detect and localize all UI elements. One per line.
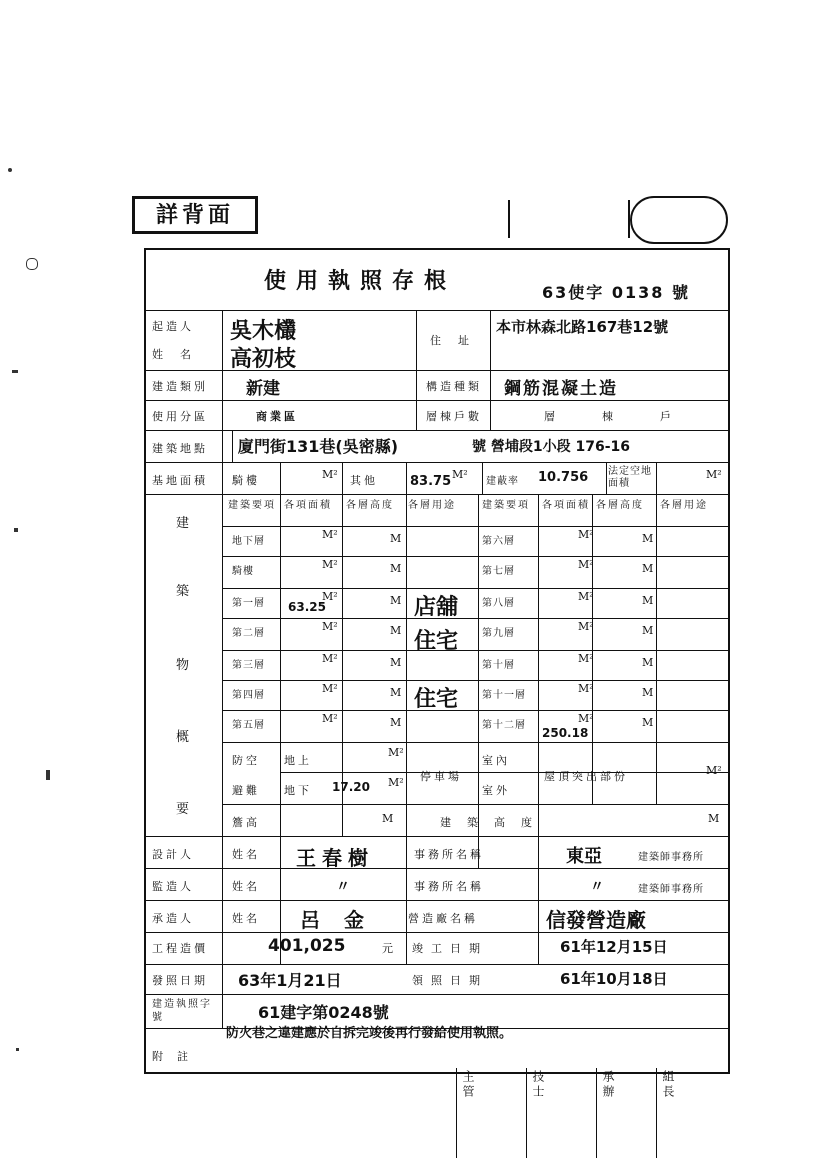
left-floor-label: 騎樓 bbox=[232, 566, 254, 577]
supervisor-office-note: 建築師事務所 bbox=[638, 884, 704, 895]
side-label: 建 bbox=[176, 516, 193, 531]
designer-name-label: 姓名 bbox=[232, 848, 260, 861]
right-floor-height-unit: M bbox=[642, 594, 654, 607]
right-floor-area-unit: M² bbox=[578, 620, 594, 633]
cost-value: 401,025 bbox=[268, 936, 346, 956]
completion-value: 61年12月15日 bbox=[560, 938, 668, 956]
permit-number: 63使字 0138 號 bbox=[542, 283, 690, 302]
side-label: 概 bbox=[176, 730, 193, 745]
left-floor-area-unit: M² bbox=[322, 652, 338, 665]
address-label: 住 址 bbox=[430, 334, 472, 347]
legal-space-unit: M² bbox=[706, 468, 722, 481]
right-floor-height-unit: M bbox=[642, 532, 654, 545]
applicant-name-1: 吳木欉 bbox=[230, 319, 297, 344]
column-header: 各層用途 bbox=[660, 500, 708, 511]
left-floor-area-unit: M² bbox=[322, 558, 338, 571]
left-floor-label: 第一層 bbox=[232, 598, 265, 609]
building-area-value: 10.756 bbox=[538, 470, 589, 485]
height-unit: M bbox=[708, 812, 720, 825]
contractor-label: 承造人 bbox=[152, 912, 194, 925]
signoff-label: 技士 bbox=[531, 1070, 545, 1100]
right-floor-height-unit: M bbox=[642, 686, 654, 699]
signoff-area bbox=[456, 1068, 718, 1164]
receive-value: 61年10月18日 bbox=[560, 970, 668, 988]
margin-speck bbox=[46, 770, 50, 780]
designer-value: 王春樹 bbox=[296, 846, 374, 870]
company-label: 營造廠名稱 bbox=[408, 912, 478, 925]
outdoor-label: 室外 bbox=[482, 784, 510, 797]
completion-label: 竣工日期 bbox=[412, 942, 488, 955]
cost-label: 工程造價 bbox=[152, 942, 208, 955]
contractor-value: 呂金 bbox=[300, 908, 388, 932]
floor-use-3: 住宅 bbox=[414, 687, 459, 712]
right-floor-area-unit: M² bbox=[578, 712, 594, 725]
designer-office-note: 建築師事務所 bbox=[638, 852, 704, 863]
address-value: 本市林森北路167巷12號 bbox=[496, 318, 669, 336]
right-floor-label: 第八層 bbox=[482, 598, 515, 609]
below-value: 17.20 bbox=[332, 780, 370, 794]
left-floor-area-unit: M² bbox=[322, 528, 338, 541]
side-label: 要 bbox=[176, 802, 193, 817]
receive-label: 領照日期 bbox=[412, 974, 488, 987]
above-label: 地上 bbox=[284, 754, 312, 767]
supervisor-office-label: 事務所名稱 bbox=[414, 880, 484, 893]
right-floor-height-unit: M bbox=[642, 716, 654, 729]
right-last-area: 250.18 bbox=[542, 726, 589, 740]
left-floor-height-unit: M bbox=[390, 594, 402, 607]
right-floor-label: 第六層 bbox=[482, 536, 515, 547]
column-header: 各項面積 bbox=[284, 500, 332, 511]
parking-label: 停車場 bbox=[420, 770, 462, 783]
contractor-name-label: 姓名 bbox=[232, 912, 260, 925]
issue-value: 63年1月21日 bbox=[238, 971, 342, 990]
margin-speck bbox=[8, 168, 12, 172]
issue-label: 發照日期 bbox=[152, 974, 208, 987]
left-floor-area-unit: M² bbox=[322, 712, 338, 725]
first-floor-area: 63.25 bbox=[288, 600, 326, 614]
signoff-label: 承辦 bbox=[601, 1070, 615, 1100]
archive-seal bbox=[508, 196, 726, 242]
margin-handwriting bbox=[744, 290, 792, 1110]
column-header: 建築要項 bbox=[228, 500, 276, 511]
zone-value: 商業區 bbox=[256, 410, 298, 423]
site-label: 建築地點 bbox=[152, 442, 208, 455]
left-floor-height-unit: M bbox=[390, 716, 402, 729]
remarks-value: 防火巷之違建應於自拆完竣後再行發給使用執照。 bbox=[226, 1026, 513, 1041]
right-floor-label: 第七層 bbox=[482, 566, 515, 577]
shelter-label: 防空 bbox=[232, 754, 260, 767]
left-floor-label: 地下層 bbox=[232, 536, 265, 547]
column-header: 各層高度 bbox=[596, 500, 644, 511]
left-floor-area-unit: M² bbox=[322, 590, 338, 603]
permit-sheet bbox=[144, 248, 730, 1074]
page-title: 使用執照存根 bbox=[264, 268, 457, 294]
left-floor-label: 第五層 bbox=[232, 720, 265, 731]
designer-office: 東亞 bbox=[566, 846, 602, 867]
indoor-label: 室內 bbox=[482, 754, 510, 767]
left-floor-label: 第三層 bbox=[232, 660, 265, 671]
permit-label: 建造執照字號 bbox=[152, 999, 212, 1023]
other-unit: M² bbox=[452, 468, 468, 481]
designer-label: 設計人 bbox=[152, 848, 194, 861]
remarks-label: 附註 bbox=[152, 1050, 202, 1063]
supervisor-label: 監造人 bbox=[152, 880, 194, 893]
column-header: 建築要項 bbox=[482, 500, 530, 511]
right-floor-area-unit: M² bbox=[578, 590, 594, 603]
column-header: 各層用途 bbox=[408, 500, 456, 511]
side-label: 物 bbox=[176, 658, 193, 673]
applicant-name-label: 姓 名 bbox=[152, 348, 194, 361]
cost-unit: 元 bbox=[382, 942, 396, 955]
left-floor-label: 第四層 bbox=[232, 690, 265, 701]
legal-space-label: 法定空地面積 bbox=[608, 466, 652, 489]
left-floor-label: 第二層 bbox=[232, 628, 265, 639]
right-floor-area-unit: M² bbox=[578, 558, 594, 571]
supervisor-name-label: 姓名 bbox=[232, 880, 260, 893]
zone-label: 使用分區 bbox=[152, 410, 208, 423]
right-floor-label: 第九層 bbox=[482, 628, 515, 639]
other-value: 83.75 bbox=[410, 474, 452, 489]
arcade-unit: M² bbox=[322, 468, 338, 481]
roof-unit: M² bbox=[706, 764, 722, 777]
right-floor-height-unit: M bbox=[642, 656, 654, 669]
construction-type-value: 新建 bbox=[246, 379, 280, 399]
right-floor-area-unit: M² bbox=[578, 682, 594, 695]
left-floor-height-unit: M bbox=[390, 656, 402, 669]
evac-label: 避難 bbox=[232, 784, 260, 797]
left-floor-height-unit: M bbox=[390, 532, 402, 545]
structure-value: 鋼筋混凝土造 bbox=[504, 379, 618, 399]
arcade-label: 騎樓 bbox=[232, 474, 260, 487]
structure-label: 構造種類 bbox=[426, 380, 482, 393]
eaves-label: 簷高 bbox=[232, 816, 260, 829]
floors-label: 層棟戶數 bbox=[426, 410, 482, 423]
right-floor-label: 第十二層 bbox=[482, 720, 526, 731]
margin-speck bbox=[14, 528, 18, 532]
below-unit: M² bbox=[388, 776, 404, 789]
margin-speck bbox=[12, 370, 18, 373]
roof-label: 屋頂突出部份 bbox=[544, 770, 628, 783]
company-value: 信發營造廠 bbox=[546, 908, 646, 932]
building-area-label: 建蔽率 bbox=[486, 476, 519, 487]
side-label: 築 bbox=[176, 584, 193, 599]
floor-use-2: 住宅 bbox=[414, 629, 459, 654]
site-extra: 號 營埔段1小段 176-16 bbox=[472, 439, 631, 455]
signoff-label: 組長 bbox=[661, 1070, 675, 1100]
right-floor-area-unit: M² bbox=[578, 652, 594, 665]
designer-office-label: 事務所名稱 bbox=[414, 848, 484, 861]
column-header: 各項面積 bbox=[542, 500, 590, 511]
construction-type-label: 建造類別 bbox=[152, 380, 208, 393]
right-floor-area-unit: M² bbox=[578, 528, 594, 541]
eaves-unit: M bbox=[382, 812, 394, 825]
above-unit: M² bbox=[388, 746, 404, 759]
right-floor-height-unit: M bbox=[642, 624, 654, 637]
supervisor-office: 〃 bbox=[590, 879, 604, 895]
left-floor-area-unit: M² bbox=[322, 682, 338, 695]
left-floor-height-unit: M bbox=[390, 624, 402, 637]
signoff-label: 主管 bbox=[461, 1070, 475, 1100]
permit-value: 61建字第0248號 bbox=[258, 1003, 389, 1022]
below-label: 地下 bbox=[284, 784, 312, 797]
right-floor-label: 第十層 bbox=[482, 660, 515, 671]
margin-speck bbox=[16, 1048, 19, 1051]
other-label: 其他 bbox=[350, 474, 378, 487]
margin-speck bbox=[26, 258, 38, 270]
left-floor-height-unit: M bbox=[390, 562, 402, 575]
height-label: 建築高度 bbox=[440, 816, 548, 829]
applicant-label: 起造人 bbox=[152, 320, 194, 333]
floors-value: 層 棟 戶 bbox=[544, 410, 689, 423]
right-floor-label: 第十一層 bbox=[482, 690, 526, 701]
supervisor-value: 〃 bbox=[336, 879, 350, 895]
site-value: 廈門街131巷(吳密縣) bbox=[238, 437, 399, 456]
area-label: 基地面積 bbox=[152, 474, 208, 487]
applicant-name-2: 高初枝 bbox=[230, 347, 297, 372]
left-floor-area-unit: M² bbox=[322, 620, 338, 633]
detail-back-stamp: 詳背面 bbox=[132, 196, 258, 234]
column-header: 各層高度 bbox=[346, 500, 394, 511]
right-floor-height-unit: M bbox=[642, 562, 654, 575]
left-floor-height-unit: M bbox=[390, 686, 402, 699]
floor-use-1: 店舖 bbox=[414, 595, 459, 620]
